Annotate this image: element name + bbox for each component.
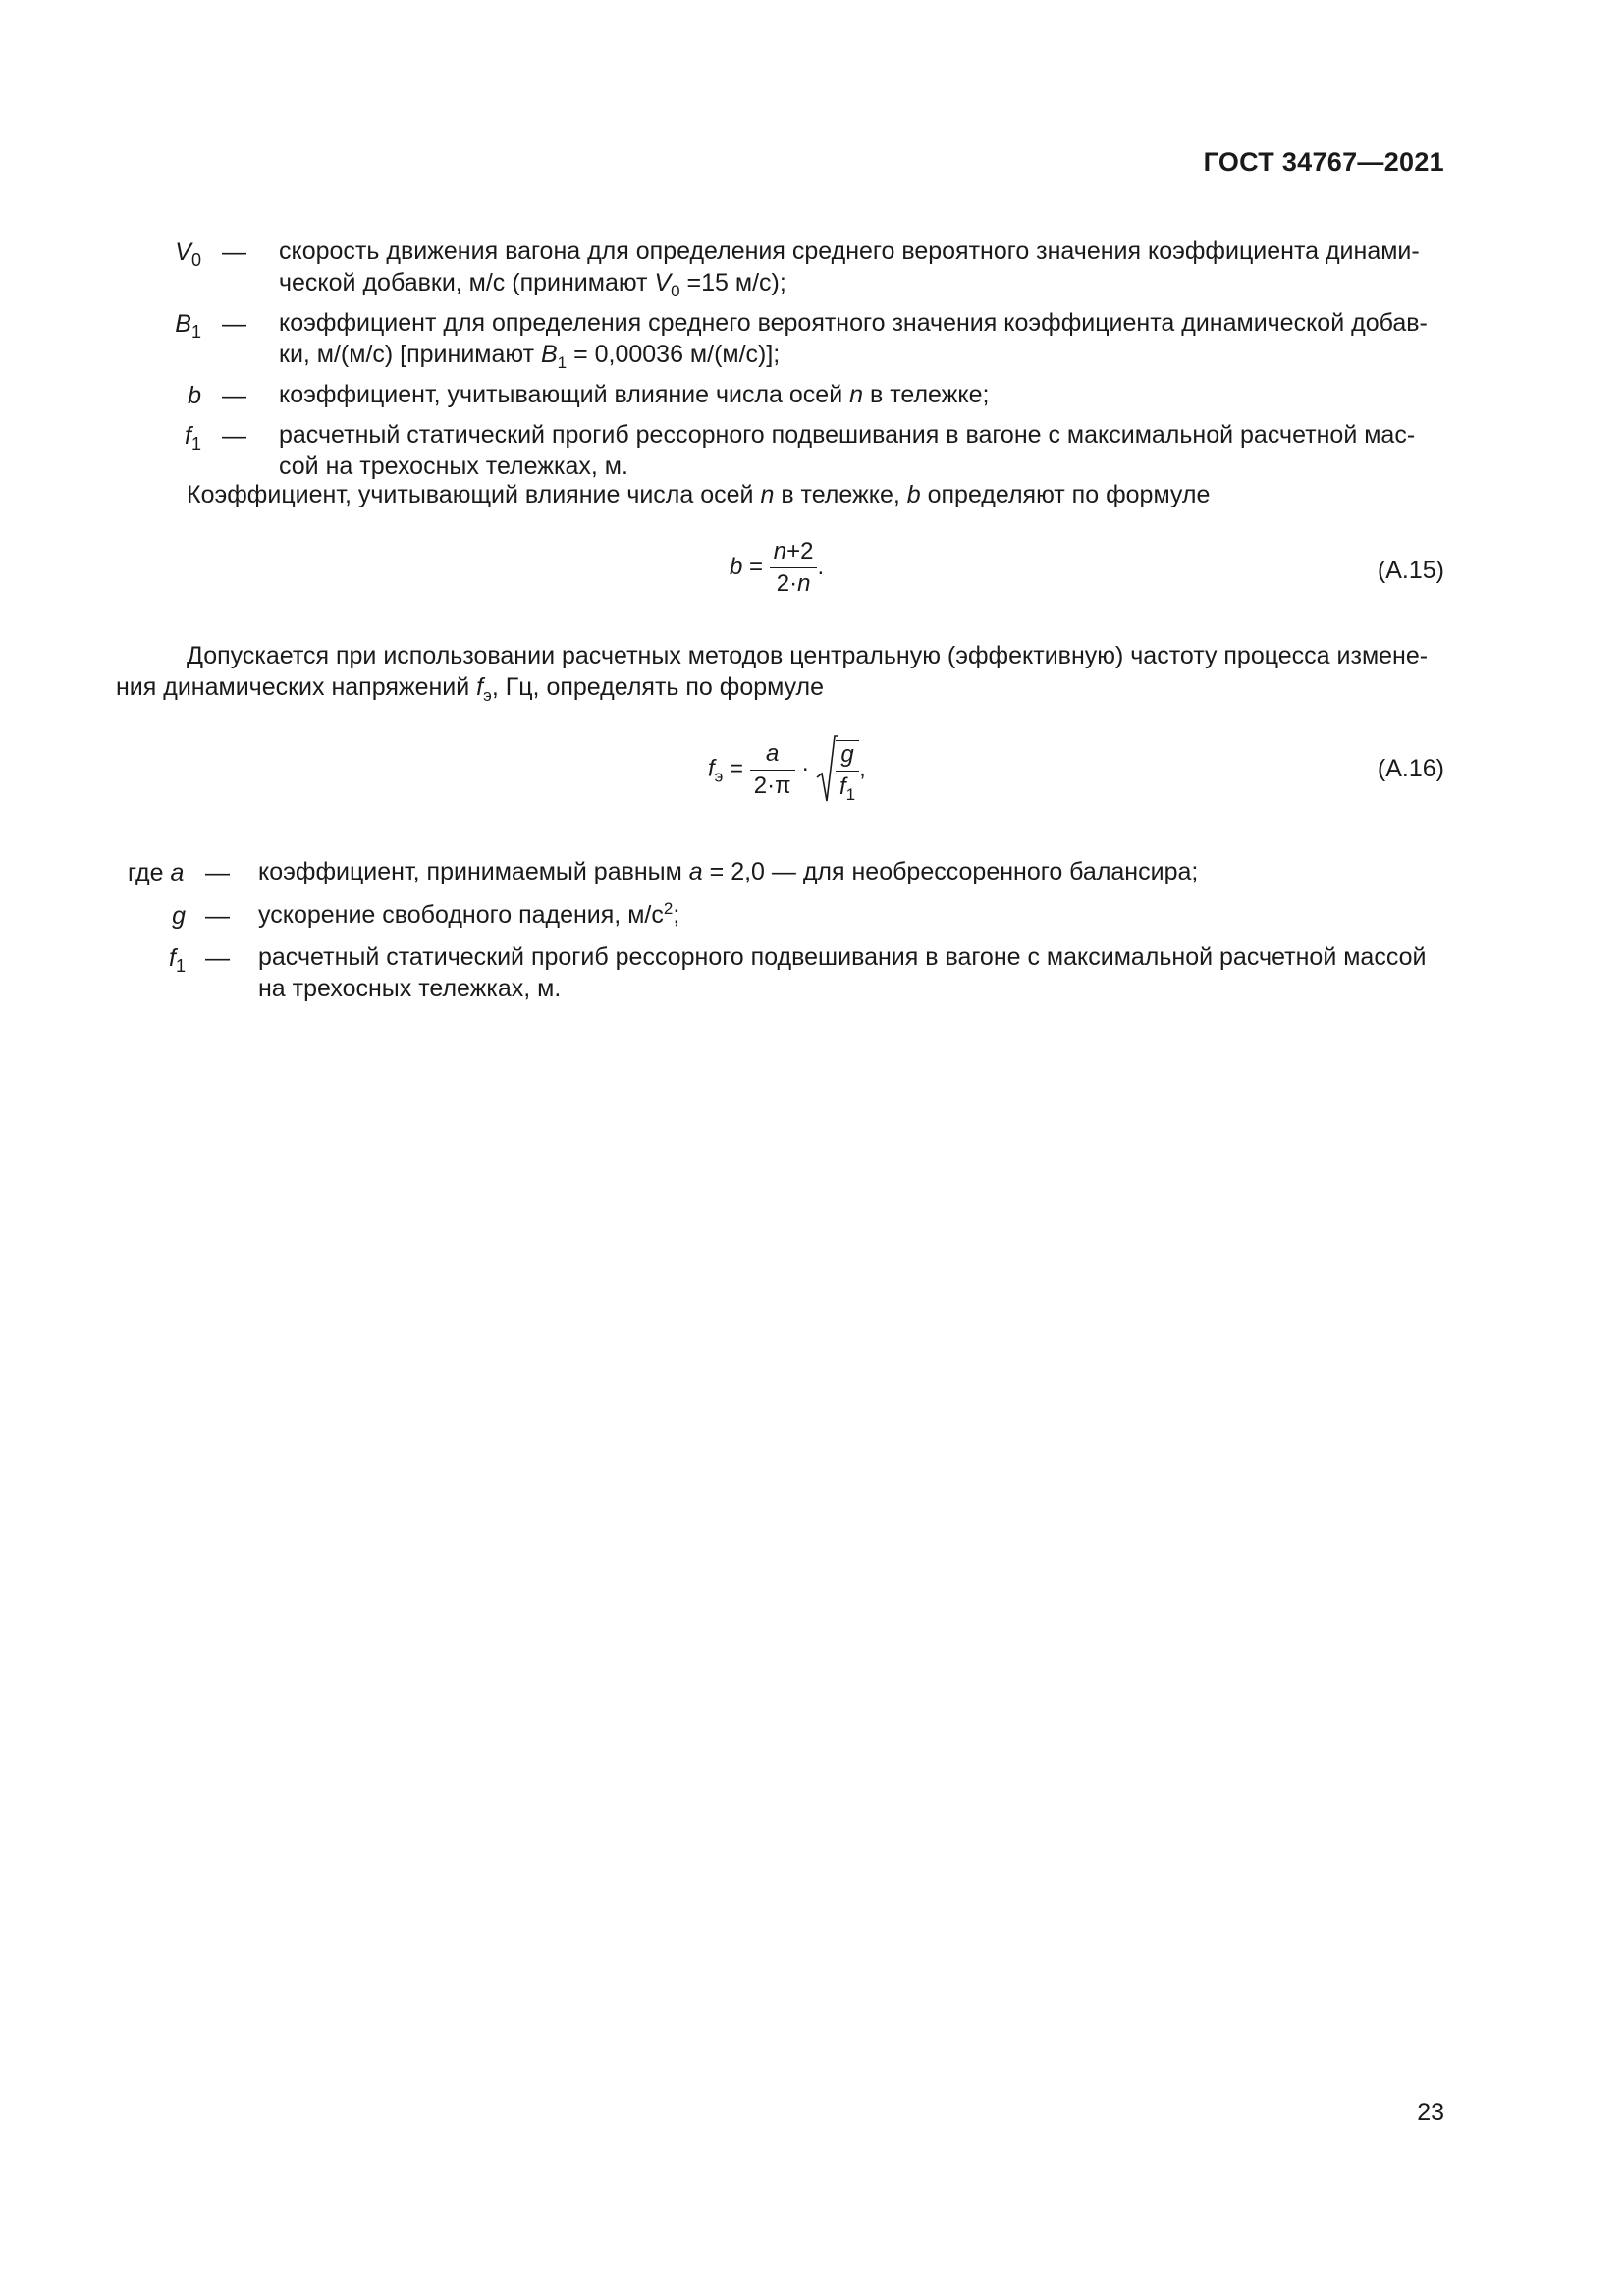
document-designation: ГОСТ 34767—2021 <box>1203 147 1444 177</box>
definition-text: скорость движения вагона для определения среднего вероятного значения коэффициента динами- ческой добавки, м/с (принимают $V_0 =15$ м/с); <box>279 238 1420 300</box>
equation-number-a16: (A.16) <box>1377 755 1444 782</box>
definition-dash: — <box>205 902 230 930</box>
definition-text: коэффициент, учитывающий влияние числа осей n в тележке; <box>279 381 990 408</box>
definition-dash: — <box>205 944 230 972</box>
formula-a15: b = $\frac{n+2}{2\cdot n}$ . <box>730 538 825 597</box>
fraction: $\frac{n+2}{2\cdot n}$ <box>770 538 818 598</box>
paragraph-formula-intro-2: Допускается при использовании расчетных методов центральную (эффективную) частоту процесса измене- ния динамических напряжений $f_э$, Гц, определять по формуле <box>116 642 1429 705</box>
fraction: $\frac{a}{2\cdot\pi}$ <box>750 740 795 800</box>
definition-text: коэффициент, принимаемый равным a = 2,0 — для необрессоренного балансира; <box>258 858 1199 885</box>
definition-text: расчетный статический прогиб рессорного подвешивания в вагоне с максимальной расчетной мас- сой на трехосных тележках, м. <box>279 421 1416 480</box>
radical-sign-icon <box>816 734 838 805</box>
page-number: 23 <box>1417 2099 1444 2126</box>
definition-symbol: b <box>188 382 201 409</box>
definition-text: расчетный статический прогиб рессорного подвешивания в вагоне с максимальной расчетной массой на трехосных тележках, м. <box>258 943 1427 1002</box>
equation-number-a15: (A.15) <box>1377 557 1444 584</box>
definition-dash: — <box>205 859 230 886</box>
paragraph-formula-intro-1: Коэффициент, учитывающий влияние числа осей n в тележке, b определяют по формуле <box>187 481 1211 508</box>
square-root: $\frac{g}{f_1}$ <box>816 738 859 801</box>
definition-symbol: g <box>172 902 186 930</box>
formula-a16: $f_э$ = $\frac{a}{2\cdot\pi}$ · $\frac{g}{f_1}$ , <box>708 738 866 801</box>
definition-symbol: $B_1$ <box>175 310 201 342</box>
definition-symbol: $V_0$ <box>175 239 201 270</box>
definition-dash: — <box>222 382 246 409</box>
definition-text: ускорение свободного падения, $м/с^2$; <box>258 899 680 929</box>
definition-text: коэффициент для определения среднего вероятного значения коэффициента динамической добав- ки, м/(м/с) [принимают $B_1 = 0,00036$ м/(м/с)]; <box>279 309 1428 372</box>
definition-symbol: $f_1$ <box>169 944 186 976</box>
definition-symbol: $f_1$ <box>185 422 201 454</box>
definition-dash: — <box>222 422 246 450</box>
definition-dash: — <box>222 239 246 266</box>
definition-dash: — <box>222 310 246 338</box>
definition-symbol: где a <box>128 859 185 886</box>
